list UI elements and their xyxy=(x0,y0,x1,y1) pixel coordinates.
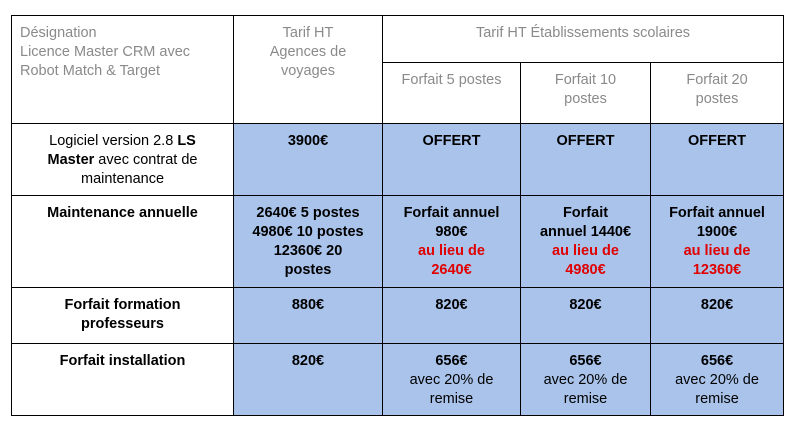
row-maintenance-agences: 2640€ 5 postes 4980€ 10 postes 12360€ 20 postes xyxy=(234,196,383,288)
row-maintenance-f20 xyxy=(651,196,784,288)
row-maintenance-label: Maintenance annuelle xyxy=(12,196,234,288)
header-tarif-agences: Tarif HT Agences de voyages xyxy=(234,16,383,124)
row-logiciel-f5: OFFERT xyxy=(383,124,521,196)
row-logiciel-label-post: avec contrat de maintenance xyxy=(80,152,198,187)
row-installation-f20-note: avec 20% de remise xyxy=(675,372,759,407)
row-installation-label: Forfait installation xyxy=(12,344,234,416)
row-maintenance-f10-main: Forfait annuel 1440€ xyxy=(539,205,632,240)
row-installation-f5-main: 656€ xyxy=(435,353,468,369)
row-maintenance-f5-main: Forfait annuel 980€ xyxy=(403,205,500,240)
row-installation-f10-main: 656€ xyxy=(569,353,602,369)
row-installation-f10-note: avec 20% de remise xyxy=(543,372,628,407)
header-designation: Désignation Licence Master CRM avec Robot Match & Target xyxy=(12,16,234,124)
row-maintenance-f5-red: au lieu de 2640€ xyxy=(418,243,485,278)
row-maintenance-f20-red: au lieu de 12360€ xyxy=(683,243,751,278)
row-maintenance-f10-red: au lieu de 4980€ xyxy=(552,243,619,278)
row-maintenance xyxy=(12,196,784,288)
row-installation-f20 xyxy=(651,344,784,416)
row-logiciel-f20: OFFERT xyxy=(651,124,784,196)
row-installation-agences: 820€ xyxy=(234,344,383,416)
row-installation-f5-note: avec 20% de remise xyxy=(409,372,494,407)
row-logiciel-label xyxy=(12,124,234,196)
row-formation-agences: 880€ xyxy=(234,288,383,344)
pricing-table xyxy=(11,15,784,416)
row-formation-f20: 820€ xyxy=(651,288,784,344)
header-row xyxy=(12,16,784,63)
row-installation-f20-main: 656€ xyxy=(700,353,734,369)
header-tarif-etablissements: Tarif HT Établissements scolaires xyxy=(383,16,784,63)
row-logiciel-f10: OFFERT xyxy=(521,124,651,196)
row-formation-f10: 820€ xyxy=(521,288,651,344)
row-formation-f5: 820€ xyxy=(383,288,521,344)
row-logiciel-agences: 3900€ xyxy=(234,124,383,196)
row-formation xyxy=(12,288,784,344)
row-maintenance-f5 xyxy=(383,196,521,288)
row-maintenance-f20-main: Forfait annuel 1900€ xyxy=(669,205,765,240)
row-formation-label: Forfait formation professeurs xyxy=(12,288,234,344)
row-maintenance-f10 xyxy=(521,196,651,288)
row-installation-f10 xyxy=(521,344,651,416)
row-installation xyxy=(12,344,784,416)
header-forfait-5: Forfait 5 postes xyxy=(383,63,521,124)
header-forfait-10: Forfait 10 postes xyxy=(521,63,651,124)
header-forfait-20: Forfait 20 postes xyxy=(651,63,784,124)
row-logiciel xyxy=(12,124,784,196)
row-logiciel-label-pre: Logiciel version 2.8 xyxy=(49,133,178,149)
row-installation-f5 xyxy=(383,344,521,416)
row-logiciel-label-bold: LS Master xyxy=(47,133,196,168)
